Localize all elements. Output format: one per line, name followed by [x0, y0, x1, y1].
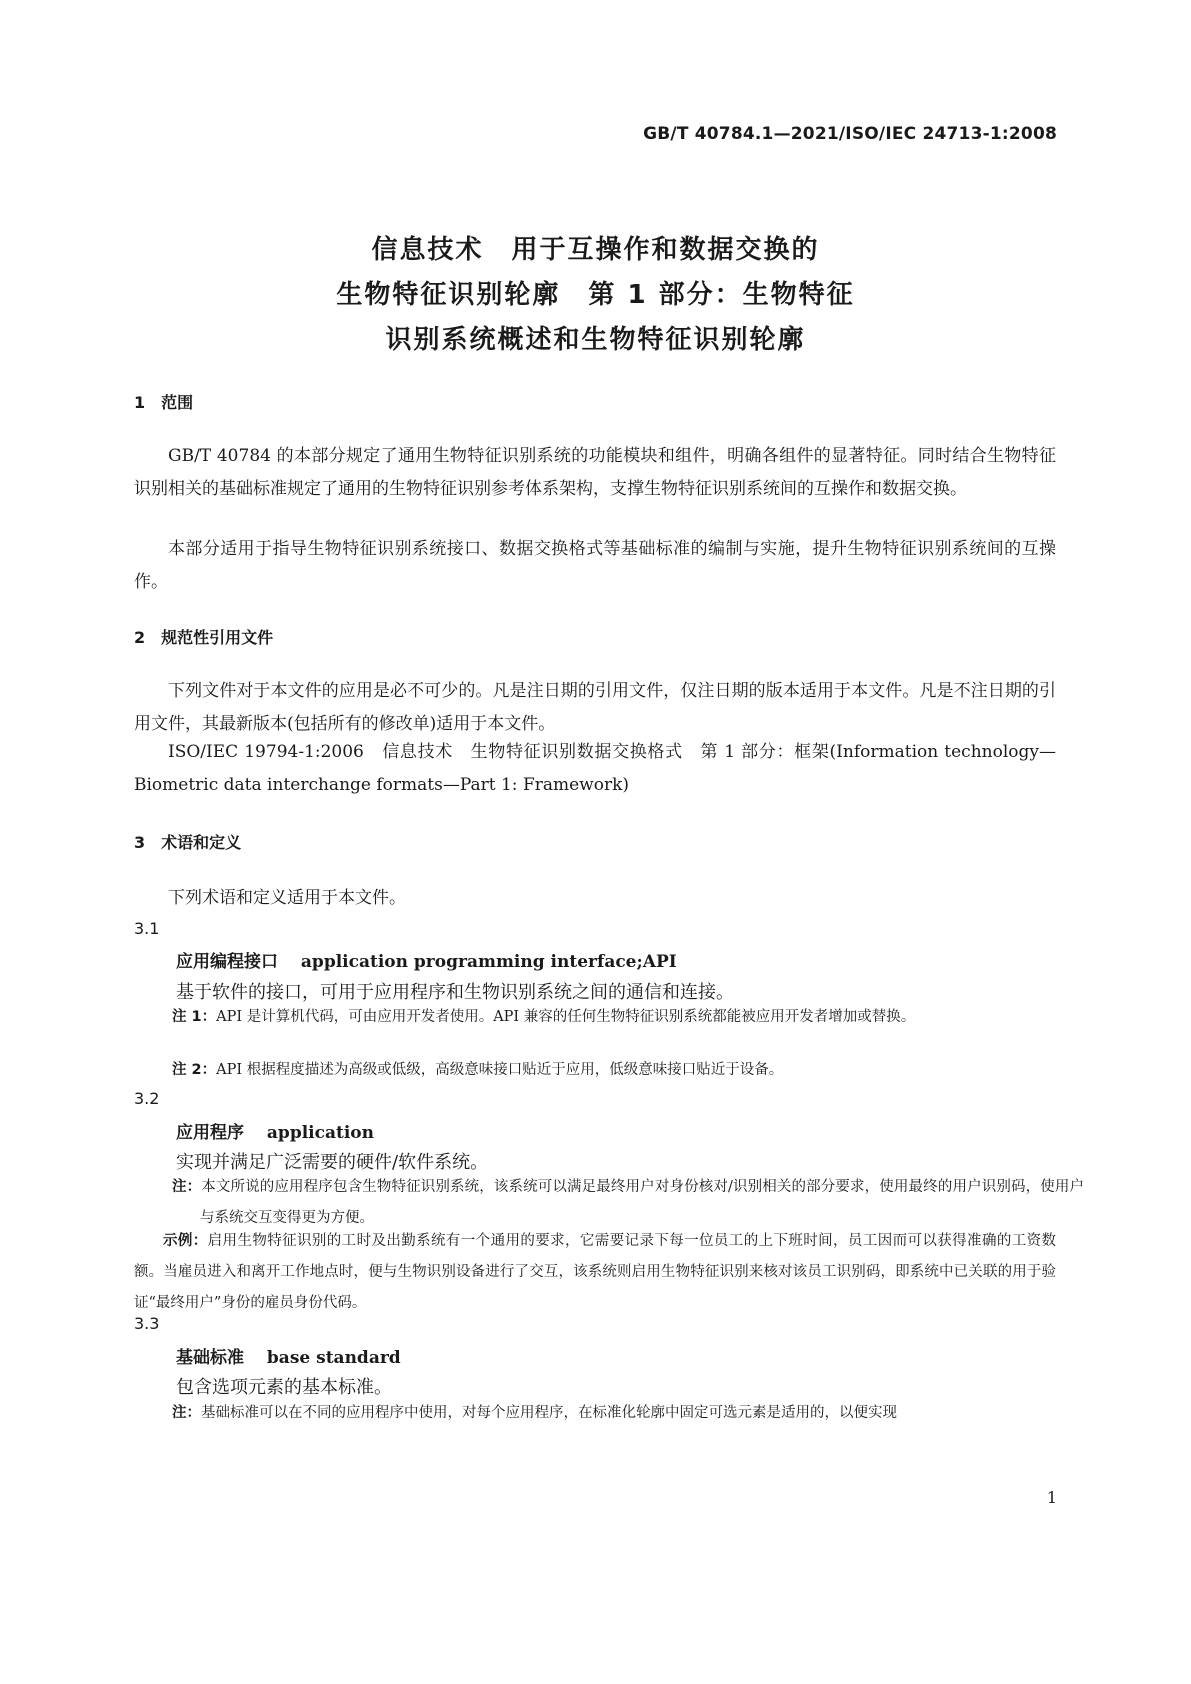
note-label: 注： — [172, 1405, 201, 1421]
note-text: 本文所说的应用程序包含生物特征识别系统，该系统可以满足最终用户对身份核对/识别相关的部分要求，使用最终的用户识别码，使用户与系统交互变得更为方便。 — [200, 1179, 1084, 1226]
term-heading — [176, 1343, 401, 1368]
note-label: 注 2： — [172, 1062, 217, 1078]
term-definition: 包含选项元素的基本标准。 — [176, 1377, 392, 1398]
term-definition: 实现并满足广泛需要的硬件/软件系统。 — [176, 1152, 489, 1173]
term-definition: 基于软件的接口，可用于应用程序和生物识别系统之间的通信和连接。 — [176, 982, 734, 1003]
term-number: 3.2 — [134, 1089, 160, 1108]
note-text: API 是计算机代码，可由应用开发者使用。API 兼容的任何生物特征识别系统都能被应用开发者增加或替换。 — [216, 1009, 916, 1025]
scope-paragraph-1: GB/T 40784 的本部分规定了通用生物特征识别系统的功能模块和组件，明确各组件的显著特征。同时结合生物特征识别相关的基础标准规定了通用的生物特征识别参考体系架构，支撑生物特征识别系统间的互操作和数据交换。 — [134, 446, 1056, 499]
term-number: 3.3 — [134, 1314, 160, 1333]
title-line-2: 生物特征识别轮廓 第 1 部分：生物特征 — [336, 280, 855, 310]
example-text: 启用生物特征识别的工时及出勤系统有一个通用的要求，它需要记录下每一位员工的上下班时间，员工因而可以获得准确的工资数额。当雇员进入和离开工作地点时，便与生物识别设备进行了交互，该系统则启用生物特征识别来核对该员工识别码，即系统中已关联的用于验证“最终用户”身份的雇员身份代码。 — [134, 1233, 1056, 1311]
section-heading-scope: 1 范围 — [134, 393, 194, 412]
term-en: application — [266, 1123, 375, 1143]
term-zh: 应用编程接口 — [176, 952, 278, 972]
page-number: 1 — [1046, 1488, 1057, 1507]
term-note — [172, 1398, 1084, 1429]
note-text: 基础标准可以在不同的应用程序中使用，对每个应用程序，在标准化轮廓中固定可选元素是适用的，以便实现 — [201, 1405, 897, 1421]
term-heading — [176, 947, 677, 972]
standard-code: GB/T 40784.1—2021/ISO/IEC 24713-1:2008 — [643, 124, 1057, 144]
terms-intro: 下列术语和定义适用于本文件。 — [168, 888, 406, 908]
term-note — [172, 1172, 1084, 1234]
references-paragraph-1: 下列文件对于本文件的应用是必不可少的。凡是注日期的引用文件，仅注日期的版本适用于本文件。凡是不注日期的引用文件，其最新版本(包括所有的修改单)适用于本文件。 — [134, 681, 1056, 734]
note-text: API 根据程度描述为高级或低级，高级意味接口贴近于应用，低级意味接口贴近于设备。 — [216, 1062, 784, 1078]
term-zh: 应用程序 — [176, 1123, 244, 1143]
term-en: application programming interface;API — [300, 952, 677, 972]
term-en: base standard — [266, 1348, 401, 1368]
section-heading-normative-references: 2 规范性引用文件 — [134, 628, 274, 647]
term-note — [172, 1002, 1099, 1033]
note-label: 注： — [172, 1179, 202, 1195]
note-label: 注 1： — [172, 1009, 217, 1025]
section-heading-terms: 3 术语和定义 — [134, 833, 242, 852]
document-title — [0, 228, 1191, 363]
title-line-1: 信息技术 用于互操作和数据交换的 — [371, 235, 820, 265]
term-example — [134, 1226, 1056, 1319]
term-zh: 基础标准 — [176, 1348, 244, 1368]
term-number: 3.1 — [134, 919, 160, 938]
scope-paragraph-2: 本部分适用于指导生物特征识别系统接口、数据交换格式等基础标准的编制与实施，提升生物特征识别系统间的互操作。 — [134, 539, 1056, 592]
term-heading — [176, 1118, 374, 1143]
references-paragraph-2: ISO/IEC 19794-1:2006 信息技术 生物特征识别数据交换格式 第 1 部分：框架(Information technology—Biometric data interchange formats—Part 1: Framework) — [134, 742, 1056, 795]
term-note — [172, 1055, 1099, 1086]
title-line-3: 识别系统概述和生物特征识别轮廓 — [385, 325, 806, 355]
example-label: 示例： — [163, 1233, 208, 1249]
